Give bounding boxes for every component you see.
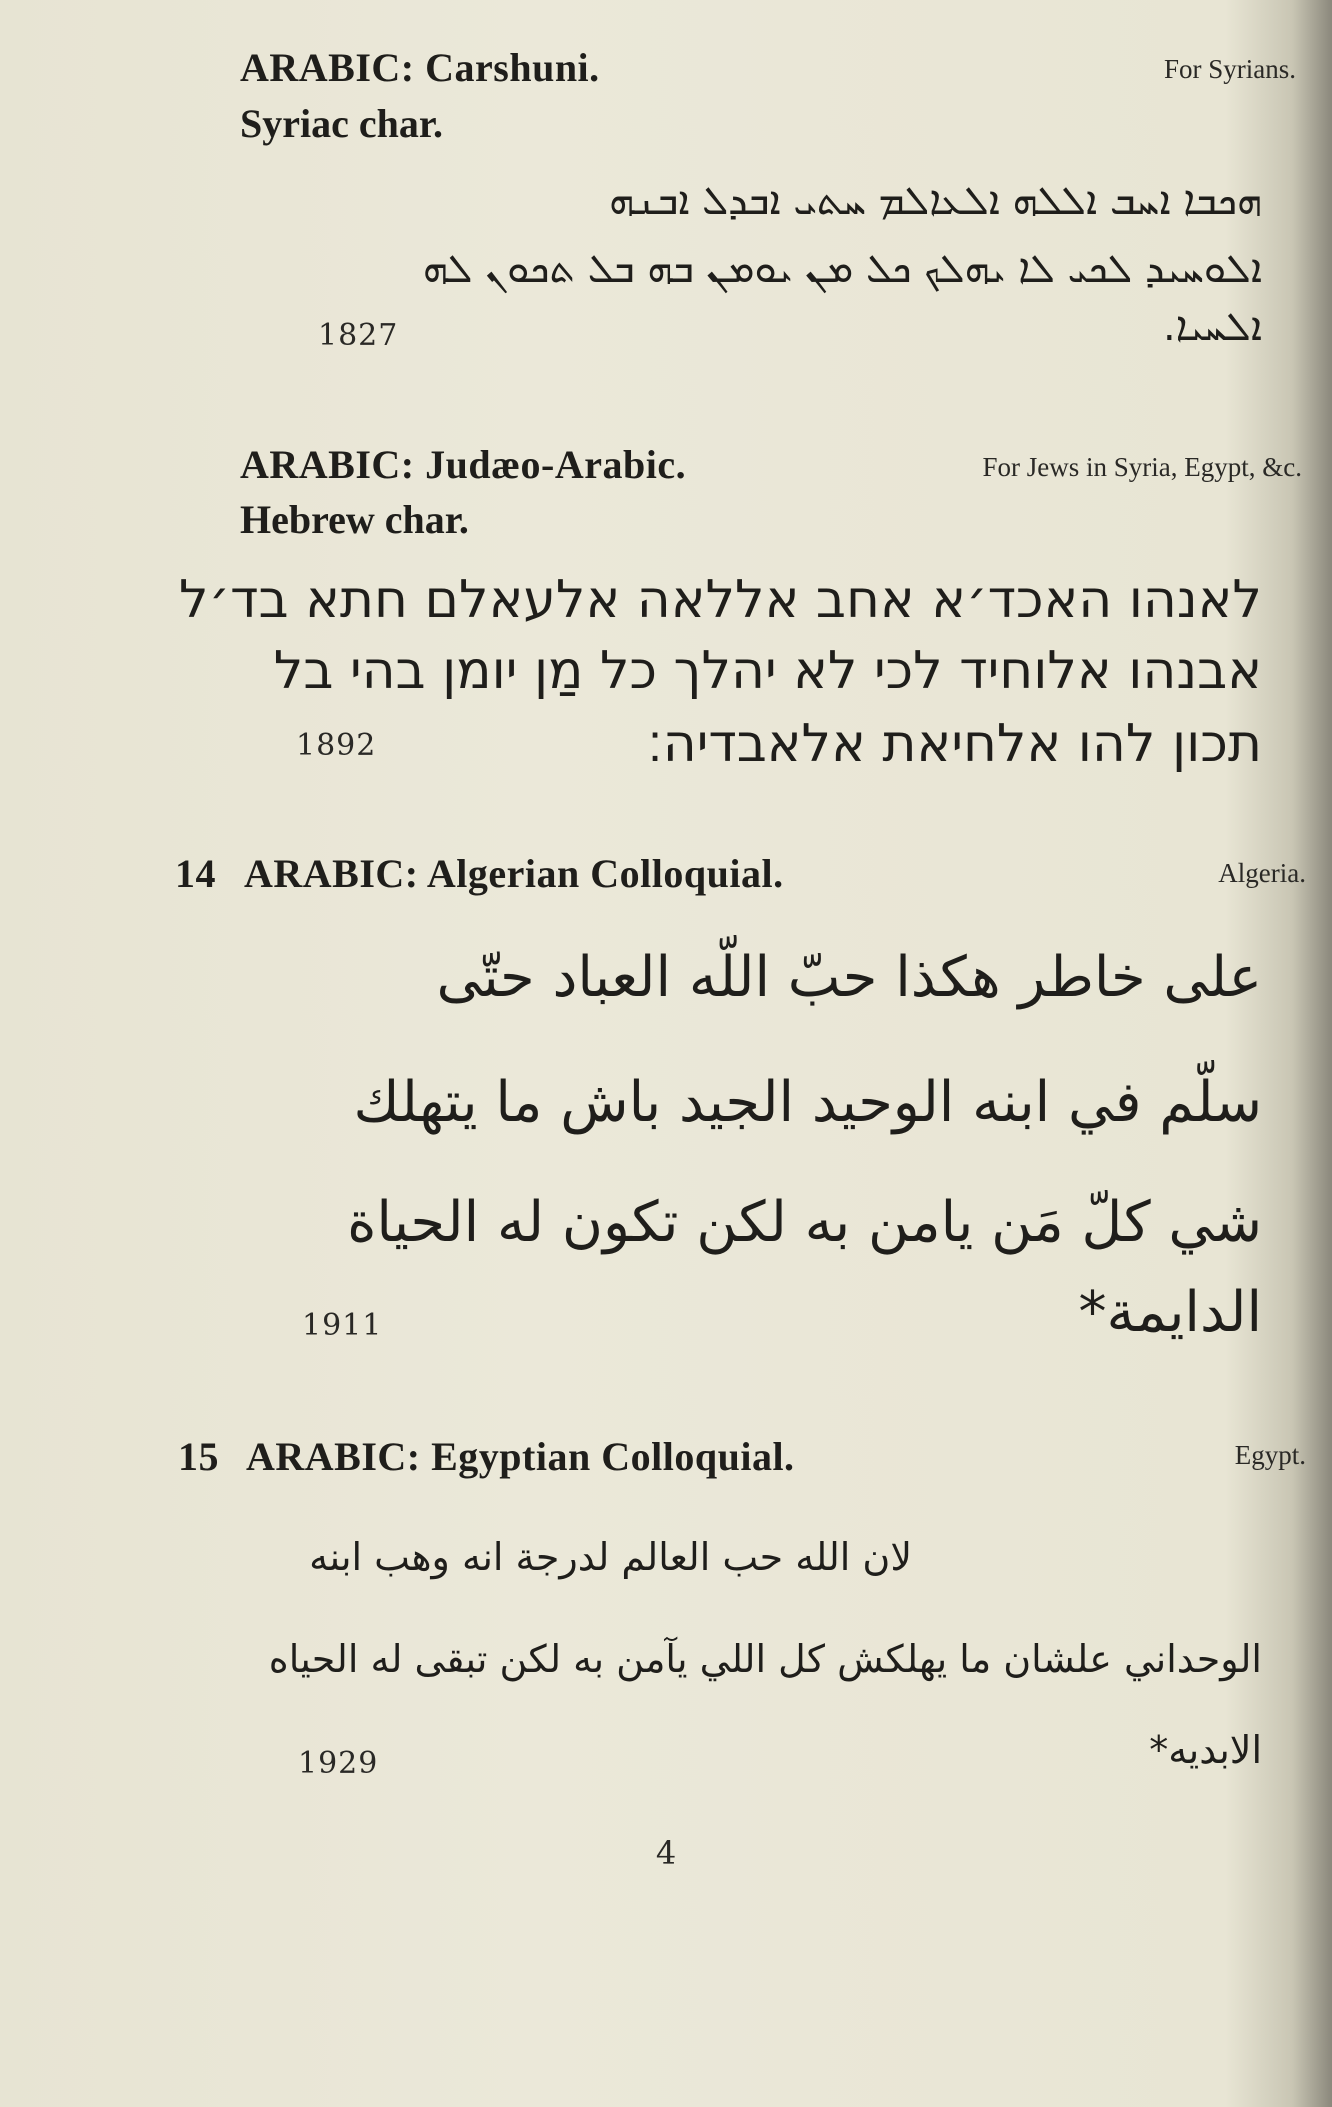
script-line: אבנהו אלוחיד לכי לא יהלך כל מַן יומן בהי בל	[273, 641, 1262, 701]
entry-number: 15	[178, 1434, 219, 1479]
script-line: الوحداني علشان ما يهلكش كل اللي يآمن به لكن تبقى له الحياه	[268, 1637, 1262, 1681]
entry-year: 1929	[298, 1746, 379, 1781]
entry-year: 1892	[296, 728, 377, 763]
script-line: ܐܠܘܚܝܕ ܠܟܝ ܠܐ ܝܗܠܟ ܟܠ ܡܢ ܝܘܡܢ ܒܗ ܒܠ ܬܟܘܢ ܠܗ	[422, 246, 1262, 292]
entry-subheading: Syriac char.	[240, 101, 443, 146]
entry-region: For Jews in Syria, Egypt, &c.	[982, 452, 1302, 482]
script-line: ܗܟܒܐ ܐܚܒ ܐܠܠܗ ܐܠܥܐܠܡ ܚܬܝ ܐܒܕܠ ܐܒܢܗ	[609, 178, 1262, 224]
entry-subheading: Hebrew char.	[240, 497, 469, 542]
script-line: الابديه*	[1149, 1728, 1262, 1772]
script-line: תכון להו אלחיאת אלאבדיה׃	[647, 714, 1262, 774]
entry-region: Egypt.	[1234, 1440, 1306, 1470]
entry-region: Algeria.	[1218, 858, 1306, 888]
entry-region: For Syrians.	[1163, 54, 1296, 84]
entry-heading: ARABIC: Judæo-Arabic.	[240, 442, 687, 487]
script-line: سلّم في ابنه الوحيد الجيد باش ما يتهلك	[353, 1070, 1262, 1135]
script-line: لان الله حب العالم لدرجة انه وهب ابنه	[309, 1535, 912, 1579]
entry-year: 1911	[302, 1308, 383, 1343]
entry-heading: ARABIC: Algerian Colloquial.	[244, 851, 784, 896]
page-number: 4	[655, 1834, 677, 1872]
entry-heading: ARABIC: Carshuni.	[240, 45, 600, 90]
entry-year: 1827	[318, 318, 399, 353]
script-line: على خاطر هكذا حبّ اللّه العباد حتّى	[436, 945, 1262, 1010]
script-line: לאנהו האכד׳א אחב אללאה אלעאלם חתא בד׳ל	[178, 570, 1262, 630]
script-line: شي كلّ مَن يامن به لكن تكون له الحياة	[347, 1190, 1262, 1255]
entry-heading: ARABIC: Egyptian Colloquial.	[246, 1434, 795, 1479]
script-line: الدايمة*	[1078, 1280, 1262, 1345]
entry-number: 14	[175, 851, 216, 896]
script-line: ܐܠܚܝܐ.	[1162, 304, 1262, 350]
